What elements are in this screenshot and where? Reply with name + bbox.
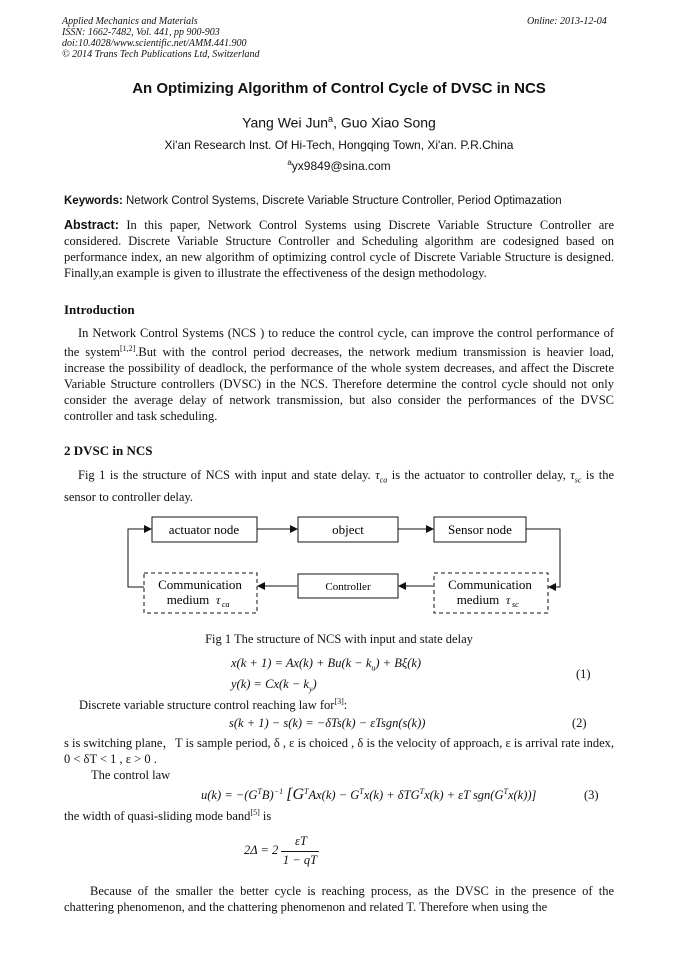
- figure-caption: Fig 1 The structure of NCS with input and state delay: [205, 632, 473, 646]
- comm-ca-sub: ca: [222, 600, 230, 609]
- ncs-structure-diagram: [0, 505, 678, 630]
- s2-text-1: Fig 1 is the structure of NCS with input and state delay.: [78, 468, 376, 482]
- eq1a-end: ) + Bξ(k): [375, 656, 422, 670]
- intro-cite: [1,2]: [119, 344, 136, 353]
- reaching-law-text: [79, 697, 347, 713]
- sensor-node-label: Sensor node: [448, 522, 512, 537]
- comm-ca-line2: medium: [166, 592, 210, 607]
- eq1b-end: ): [312, 677, 317, 691]
- reaching-law-cite: [3]: [334, 697, 344, 706]
- actuator-node-label: actuator node: [168, 522, 240, 537]
- eq1b-sub: y: [308, 684, 313, 694]
- eq1a-main: x(k + 1) = Ax(k) + Bu(k − k: [231, 656, 372, 670]
- eq3-a: u(k) = −(G: [201, 788, 258, 802]
- intro-paragraph: [64, 325, 614, 424]
- comm-ca-line1: Communication: [158, 577, 242, 592]
- intro-heading: Introduction: [64, 302, 135, 317]
- abstract: [64, 217, 614, 281]
- arrow-comm-actuator: [128, 529, 151, 587]
- section2-heading: 2 DVSC in NCS: [64, 443, 153, 458]
- comm-sc-sub: sc: [512, 600, 519, 609]
- author-1: Yang Wei Jun: [242, 114, 329, 131]
- author-2: , Guo Xiao Song: [333, 114, 436, 131]
- equation-2: s(k + 1) − s(k) = −δTs(k) − εTsgn(s(k)): [229, 716, 426, 730]
- equation-4-fraction-bar: [281, 851, 319, 852]
- author-sup: a: [328, 114, 334, 124]
- controller-label: Controller: [325, 581, 371, 593]
- comm-sc-tau: τ: [506, 593, 511, 607]
- tau-ca: τ: [375, 468, 380, 482]
- equation-2-number: (2): [572, 716, 587, 730]
- tau-sc: τ: [570, 468, 575, 482]
- eq1b-main: y(k) = Cx(k − k: [231, 677, 309, 691]
- eq3-e: x(k) + δTG: [363, 788, 420, 802]
- eq3-d: Ax(k) − G: [308, 788, 360, 802]
- band-is: is: [259, 809, 272, 824]
- section2-paragraph: [64, 467, 614, 505]
- eq3-b: B): [261, 788, 274, 802]
- keywords: [64, 195, 624, 207]
- equation-3: $u(k) = -(G^TB)^{-1}$ [$G^TAx(k) - G^Tx(k) + \delta TG^Tx(k) + \varepsilon T$ $sgn(G^Tx(k))$]: [201, 786, 537, 803]
- keywords-text: Network Control Systems, Discrete Variable Structure Controller, Period Optimazation: [126, 195, 562, 207]
- eq3-f: x(k) + εT sgn(G: [424, 788, 504, 802]
- reaching-law-colon: :: [343, 698, 348, 713]
- intro-text-2: .But with the control period decreases, the network medium transmission is heavier load, increase the possibility of deadlock, the performance of the whole system decreases, and affect the Discrete Variable Structure controllers (DVSC) in the NCS. Therefore determine the control cycle should not only consider the average delay of network transmission, but also consider the performances of the DVSC controller and task scheduling.: [64, 345, 615, 424]
- band-cite: [5]: [250, 808, 260, 817]
- abstract-text: In this paper, Network Control Systems using Discrete Variable Structure Controller are considered. Discrete Variable Structure Controller and Scheduling algorithm are codesigned based on performance index, an new algorithm of optimizing control cycle of Discrete Variable Structure is designed. Finally,an example is given to illustrate the effectiveness of the design methodology.: [64, 218, 615, 280]
- tau-sc-sub: sc: [574, 475, 582, 485]
- tau-ca-sub: ca: [379, 475, 388, 485]
- issn: ISSN: 1662-7482, Vol. 441, pp 900-903: [62, 27, 220, 38]
- band-text: the width of quasi-sliding mode band: [64, 809, 251, 824]
- email: [0, 158, 678, 173]
- equation-1a: [231, 656, 421, 673]
- email-address: yx9849@sina.com: [291, 159, 391, 173]
- comm-ca-tau: τ: [216, 593, 221, 607]
- authors: [0, 114, 678, 131]
- s2-text-3: is the sensor to controller delay.: [64, 468, 615, 504]
- journal-name: Applied Mechanics and Materials: [62, 16, 198, 27]
- copyright: © 2014 Trans Tech Publications Ltd, Switzerland: [62, 49, 260, 60]
- equation-3-number: (3): [584, 788, 599, 802]
- affiliation: Xi'an Research Inst. Of Hi-Tech, Hongqing Town, Xi'an. P.R.China: [164, 138, 514, 152]
- eq1a-sub: u: [371, 663, 376, 673]
- abstract-label: Abstract:: [64, 218, 119, 232]
- paper-title: An Optimizing Algorithm of Control Cycle of DVSC in NCS: [132, 80, 546, 97]
- comm-sc-line2: medium: [456, 592, 500, 607]
- comm-sc-line1: Communication: [448, 577, 532, 592]
- equation-4-denominator: 1 − qT: [282, 853, 318, 867]
- band-width-text: [64, 808, 271, 824]
- control-law-text: The control law: [91, 768, 171, 782]
- definitions-paragraph: s is switching plane，T is sample period, δ , ε is choiced , δ is the velocity of approach, ε is arrival rate index, 0 < δT < 1 , ε > 0 .: [64, 736, 614, 766]
- object-label: object: [332, 522, 364, 537]
- equation-1-number: (1): [576, 667, 591, 681]
- keywords-label: Keywords:: [64, 195, 123, 207]
- eq3-g: x(k))]: [507, 788, 537, 802]
- s2-text-2: is the actuator to controller delay,: [387, 468, 571, 482]
- equation-1b: [231, 677, 317, 694]
- reaching-law-label: Discrete variable structure control reaching law for: [79, 698, 335, 713]
- equation-4-numerator: εT: [295, 834, 307, 848]
- doi: doi:10.4028/www.scientific.net/AMM.441.900: [62, 38, 247, 49]
- closing-paragraph: Because of the smaller the better cycle is reaching process, as the DVSC in the presence of the chattering phenomenon, and the chattering phenomenon and related T. Therefore when using the: [64, 884, 614, 914]
- equation-4-lhs: 2Δ = 2: [244, 843, 279, 857]
- intro-text-1: In Network Control Systems (NCS ) to reduce the control cycle, can improve the control performance of the system: [64, 326, 614, 360]
- online-date: Online: 2013-12-04: [527, 16, 607, 27]
- email-sup: a: [287, 158, 292, 167]
- eq3-c: [G: [286, 786, 305, 803]
